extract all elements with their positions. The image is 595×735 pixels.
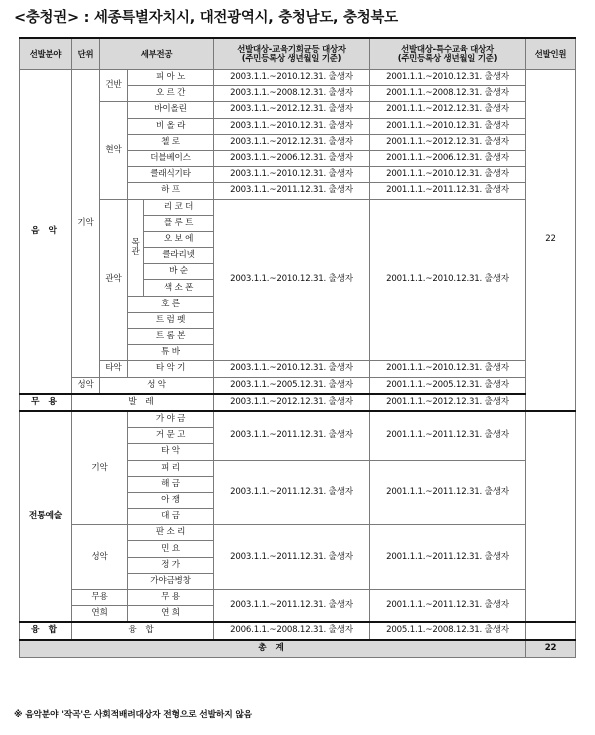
range-cell: 2003.1.1.~2012.12.31. 출생자: [214, 394, 370, 411]
major-tak: 타 악: [128, 444, 214, 460]
header-unit: 단위: [72, 38, 100, 70]
unit-theater: 연희: [72, 606, 128, 623]
range-cell: 2001.1.1.~2008.12.31. 출생자: [370, 86, 526, 102]
category-dance: 무 용: [20, 394, 72, 411]
header-count: 선발인원: [526, 38, 576, 70]
category-music: 음 악: [20, 70, 72, 394]
major-gayageum: 가 야 금: [128, 411, 214, 428]
range-cell: 2003.1.1.~2005.12.31. 출생자: [214, 377, 370, 394]
unit-trad-vocal: 성악: [72, 525, 128, 590]
major-trombone: 트 롬 본: [128, 329, 214, 345]
major-organ: 오 르 간: [128, 86, 214, 102]
major-bassoon: 바 순: [144, 264, 214, 280]
table-row: [20, 102, 576, 118]
total-label: 총 계: [20, 640, 526, 658]
major-yeonhui: 연 희: [128, 606, 214, 623]
unit-trad-dance: 무용: [72, 590, 128, 606]
table-row: [20, 622, 576, 639]
major-saxophone: 색 소 폰: [144, 280, 214, 296]
major-jeongga: 정 가: [128, 557, 214, 573]
range-cell: 2001.1.1.~2010.12.31. 출생자: [370, 199, 526, 361]
count-cell-empty: [526, 411, 576, 622]
major-vocal: 성 악: [100, 377, 214, 394]
table-row: [20, 199, 576, 215]
table-row: [20, 70, 576, 86]
major-ajaeng: 아 쟁: [128, 492, 214, 508]
range-cell: 2003.1.1.~2006.12.31. 출생자: [214, 150, 370, 166]
major-piri: 피 리: [128, 460, 214, 476]
major-classical-guitar: 클래식기타: [128, 167, 214, 183]
subunit-strings: 현악: [100, 102, 128, 199]
range-cell: 2003.1.1.~2008.12.31. 출생자: [214, 86, 370, 102]
header-target2: 선발대상-특수교육 대상자 (주민등록상 생년월일 기준): [370, 38, 526, 70]
range-cell: 2003.1.1.~2010.12.31. 출생자: [214, 70, 370, 86]
major-haegeum: 해 금: [128, 476, 214, 492]
unit-vocal: 성악: [72, 377, 100, 394]
count-cell-empty: [526, 622, 576, 639]
range-cell: 2001.1.1.~2012.12.31. 출생자: [370, 394, 526, 411]
range-cell: 2001.1.1.~2006.12.31. 출생자: [370, 150, 526, 166]
major-flute: 플 루 트: [144, 215, 214, 231]
header-target1: 선발대상-교육기회균등 대상자 (주민등록상 생년월일 기준): [214, 38, 370, 70]
range-cell: 2003.1.1.~2011.12.31. 출생자: [214, 460, 370, 525]
table-row: [20, 590, 576, 606]
major-ballet: 발 레: [72, 394, 214, 411]
major-clarinet: 클라리넷: [144, 248, 214, 264]
subunit-percussion: 타악: [100, 361, 128, 377]
major-byeongchang: 가야금병창: [128, 573, 214, 589]
range-cell: 2001.1.1.~2010.12.31. 출생자: [370, 70, 526, 86]
category-fusion: 융 합: [20, 622, 72, 639]
major-cello: 첼 로: [128, 134, 214, 150]
range-cell: 2001.1.1.~2011.12.31. 출생자: [370, 460, 526, 525]
unit-trad-instrument: 기악: [72, 411, 128, 525]
range-cell: 2001.1.1.~2011.12.31. 출생자: [370, 411, 526, 460]
range-cell: 2003.1.1.~2010.12.31. 출생자: [214, 361, 370, 377]
major-geomungo: 거 문 고: [128, 428, 214, 444]
major-tuba: 튜 바: [128, 345, 214, 361]
major-violin: 바이올린: [128, 102, 214, 118]
major-horn: 호 른: [128, 296, 214, 312]
footnote: ※ 음악분야 '작곡'은 사회적배려대상자 전형으로 선발하지 않음: [14, 710, 252, 720]
table-row: [20, 411, 576, 428]
major-pansori: 판 소 리: [128, 525, 214, 541]
range-cell: 2001.1.1.~2011.12.31. 출생자: [370, 590, 526, 623]
subunit-winds: 관악: [100, 199, 128, 361]
major-percussion: 타 악 기: [128, 361, 214, 377]
subunit-keyboard: 건반: [100, 70, 128, 102]
major-trad-dance: 무 용: [128, 590, 214, 606]
range-cell: 2005.1.1.~2008.12.31. 출생자: [370, 622, 526, 639]
header-row: [20, 38, 576, 70]
header-major: 세부전공: [100, 38, 214, 70]
range-cell: 2003.1.1.~2011.12.31. 출생자: [214, 525, 370, 590]
range-cell: 2001.1.1.~2010.12.31. 출생자: [370, 118, 526, 134]
major-piano: 피 아 노: [128, 70, 214, 86]
table-row: [20, 377, 576, 394]
major-trumpet: 트 럼 펫: [128, 312, 214, 328]
major-oboe: 오 보 에: [144, 231, 214, 247]
header-field: 선발분야: [20, 38, 72, 70]
major-harp: 하 프: [128, 183, 214, 199]
unit-instrument: 기악: [72, 70, 100, 378]
range-cell: 2003.1.1.~2011.12.31. 출생자: [214, 590, 370, 623]
page-title: <충청권> : 세종특별자치시, 대전광역시, 충청남도, 충청북도: [14, 10, 398, 26]
major-double-bass: 더블베이스: [128, 150, 214, 166]
range-cell: 2001.1.1.~2011.12.31. 출생자: [370, 183, 526, 199]
range-cell: 2003.1.1.~2011.12.31. 출생자: [214, 411, 370, 460]
count-cell: 22: [526, 70, 576, 411]
subunit-woodwind: 목 관: [128, 199, 144, 296]
range-cell: 2001.1.1.~2012.12.31. 출생자: [370, 102, 526, 118]
major-viola: 비 올 라: [128, 118, 214, 134]
selection-table: [19, 37, 576, 658]
range-cell: 2003.1.1.~2010.12.31. 출생자: [214, 118, 370, 134]
range-cell: 2003.1.1.~2012.12.31. 출생자: [214, 102, 370, 118]
range-cell: 2001.1.1.~2005.12.31. 출생자: [370, 377, 526, 394]
table-row: [20, 394, 576, 411]
table-row: [20, 361, 576, 377]
range-cell: 2006.1.1.~2008.12.31. 출생자: [214, 622, 370, 639]
range-cell: 2003.1.1.~2010.12.31. 출생자: [214, 199, 370, 361]
category-traditional: 전통예술: [20, 411, 72, 622]
major-fusion: 융 합: [72, 622, 214, 639]
major-minyo: 민 요: [128, 541, 214, 557]
range-cell: 2001.1.1.~2012.12.31. 출생자: [370, 134, 526, 150]
major-recorder: 리 코 더: [144, 199, 214, 215]
range-cell: 2003.1.1.~2011.12.31. 출생자: [214, 183, 370, 199]
range-cell: 2003.1.1.~2012.12.31. 출생자: [214, 134, 370, 150]
range-cell: 2001.1.1.~2010.12.31. 출생자: [370, 167, 526, 183]
total-row: [20, 640, 576, 658]
total-count: 22: [526, 640, 576, 658]
major-daegeum: 대 금: [128, 509, 214, 525]
range-cell: 2003.1.1.~2010.12.31. 출생자: [214, 167, 370, 183]
range-cell: 2001.1.1.~2011.12.31. 출생자: [370, 525, 526, 590]
range-cell: 2001.1.1.~2010.12.31. 출생자: [370, 361, 526, 377]
table-row: [20, 525, 576, 541]
